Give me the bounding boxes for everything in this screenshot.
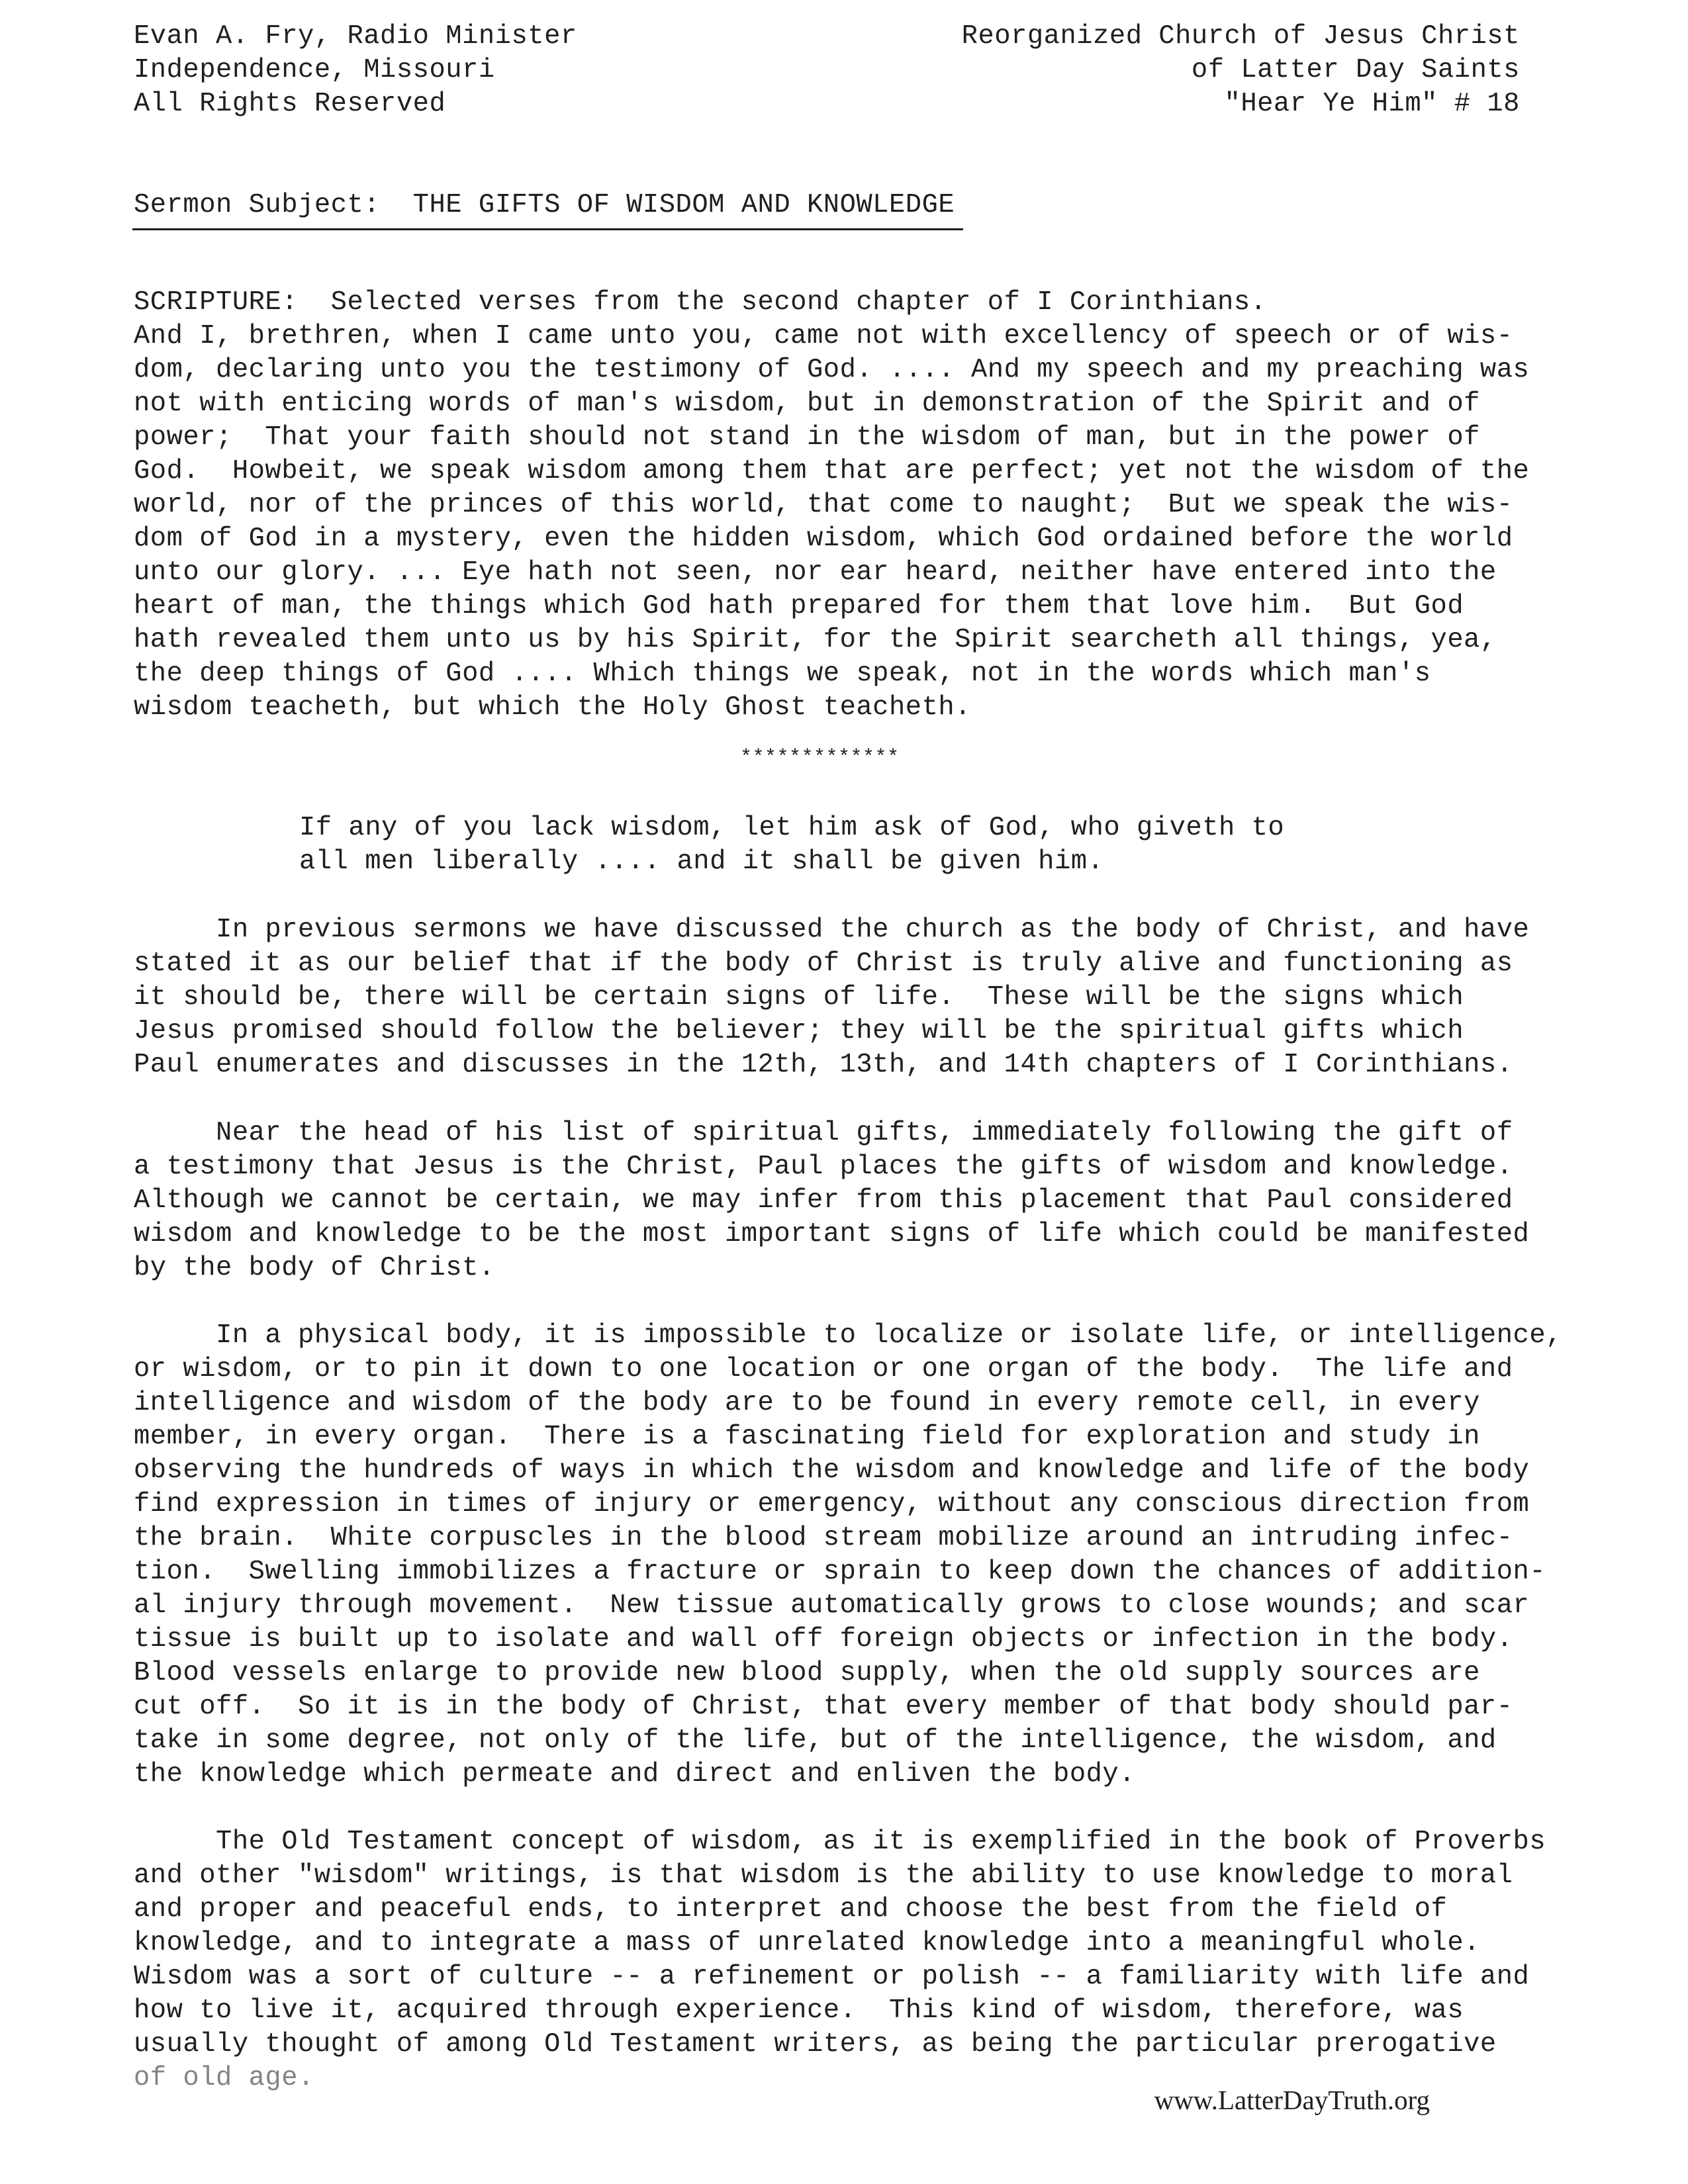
paragraph-line: usually thought of among Old Testament writers, as being the particular prerogative <box>134 2029 1497 2060</box>
paragraph-line: knowledge, and to integrate a mass of unrelated knowledge into a meaningful whole. <box>134 1928 1480 1958</box>
subject-underline <box>132 228 963 230</box>
scripture-line: God. Howbeit, we speak wisdom among them that are perfect; yet not the wisdom of the <box>134 456 1530 486</box>
paragraph-line: by the body of Christ. <box>134 1253 495 1283</box>
sermon-subject <box>134 189 955 222</box>
paragraph-line: Blood vessels enlarge to provide new blood supply, when the old supply sources are <box>134 1658 1480 1688</box>
footer-website: www.LatterDayTruth.org <box>1154 2085 1430 2115</box>
separator-asterisks: ************* <box>740 747 900 769</box>
paragraph-line: wisdom and knowledge to be the most important signs of life which could be manifested <box>134 1219 1530 1250</box>
paragraph-line: al injury through movement. New tissue automatically grows to close wounds; and scar <box>134 1590 1530 1621</box>
scripture-line: SCRIPTURE: Selected verses from the second chapter of I Corinthians. <box>134 287 1267 318</box>
paragraph-line: tion. Swelling immobilizes a fracture or sprain to keep down the chances of addition- <box>134 1557 1546 1587</box>
paragraph-line: stated it as our belief that if the body of Christ is truly alive and functioning as <box>134 948 1513 979</box>
header-left-line-1: Evan A. Fry, Radio Minister <box>134 21 577 52</box>
scripture-line: not with enticing words of man's wisdom, but in demonstration of the Spirit and of <box>134 388 1480 419</box>
scripture-line: the deep things of God .... Which things we speak, not in the words which man's <box>134 659 1431 689</box>
paragraph-line: the knowledge which permeate and direct and enliven the body. <box>134 1759 1136 1790</box>
sermon-subject-label: Sermon Subject: <box>134 190 381 220</box>
paragraph-line: how to live it, acquired through experience. This kind of wisdom, therefore, was <box>134 1995 1464 2026</box>
header-left-line-2: Independence, Missouri <box>134 55 495 85</box>
paragraph-line: take in some degree, not only of the life, but of the intelligence, the wisdom, and <box>134 1725 1497 1756</box>
scripture-line: heart of man, the things which God hath prepared for them that love him. But God <box>134 591 1464 621</box>
scripture-line: wisdom teacheth, but which the Holy Ghost teacheth. <box>134 692 972 723</box>
paragraph-line: In previous sermons we have discussed the church as the body of Christ, and have <box>134 915 1530 945</box>
paragraph-line: observing the hundreds of ways in which the wisdom and knowledge and life of the body <box>134 1455 1530 1486</box>
scripture-line: dom of God in a mystery, even the hidden wisdom, which God ordained before the world <box>134 523 1513 554</box>
paragraph-line: tissue is built up to isolate and wall off foreign objects or infection in the body. <box>134 1624 1513 1655</box>
paragraph-line: the brain. White corpuscles in the blood stream mobilize around an intruding infec- <box>134 1523 1513 1553</box>
paragraph-line: and other "wisdom" writings, is that wisdom is the ability to use knowledge to moral <box>134 1860 1513 1891</box>
scripture-line: dom, declaring unto you the testimony of God. .... And my speech and my preaching was <box>134 355 1530 385</box>
paragraph-line: or wisdom, or to pin it down to one location or one organ of the body. The life and <box>134 1354 1513 1385</box>
paragraph-line: Although we cannot be certain, we may infer from this placement that Paul considered <box>134 1185 1513 1216</box>
header-right-line-1: Reorganized Church of Jesus Christ <box>961 21 1520 52</box>
paragraph-line: member, in every organ. There is a fascinating field for exploration and study in <box>134 1422 1480 1452</box>
header-right-line-2: of Latter Day Saints <box>1191 55 1520 85</box>
paragraph-line: find expression in times of injury or emergency, without any conscious direction from <box>134 1489 1530 1520</box>
paragraph-line: In a physical body, it is impossible to localize or isolate life, or intelligence, <box>134 1320 1562 1351</box>
scripture-line: world, nor of the princes of this world, that come to naught; But we speak the wis- <box>134 490 1513 520</box>
sermon-subject-title: THE GIFTS OF WISDOM AND KNOWLEDGE <box>412 190 955 220</box>
scripture-line: unto our glory. ... Eye hath not seen, nor ear heard, neither have entered into the <box>134 557 1497 588</box>
paragraph-line: Jesus promised should follow the believer; they will be the spiritual gifts which <box>134 1016 1464 1046</box>
paragraph-line: a testimony that Jesus is the Christ, Paul places the gifts of wisdom and knowledge. <box>134 1152 1513 1182</box>
paragraph-line: intelligence and wisdom of the body are to be found in every remote cell, in every <box>134 1388 1480 1418</box>
paragraph-line: and proper and peaceful ends, to interpret and choose the best from the field of <box>134 1894 1448 1925</box>
paragraph-line: Wisdom was a sort of culture -- a refinement or polish -- a familiarity with life and <box>134 1962 1530 1992</box>
quote-line: If any of you lack wisdom, let him ask of God, who giveth to <box>299 813 1285 843</box>
header-right-line-3: "Hear Ye Him" # 18 <box>1224 89 1520 119</box>
paragraph-line: Paul enumerates and discusses in the 12th, 13th, and 14th chapters of I Corinthians. <box>134 1050 1513 1080</box>
scripture-line: hath revealed them unto us by his Spirit, for the Spirit searcheth all things, yea, <box>134 625 1497 655</box>
paragraph-line: of old age. <box>134 2063 314 2093</box>
paragraph-line: it should be, there will be certain signs of life. These will be the signs which <box>134 982 1464 1013</box>
header-left-line-3: All Rights Reserved <box>134 89 446 119</box>
paragraph-line: Near the head of his list of spiritual gifts, immediately following the gift of <box>134 1118 1513 1148</box>
paragraph-line: The Old Testament concept of wisdom, as it is exemplified in the book of Proverbs <box>134 1827 1546 1857</box>
paragraph-line: cut off. So it is in the body of Christ, that every member of that body should par- <box>134 1692 1513 1722</box>
scripture-line: power; That your faith should not stand in the wisdom of man, but in the power of <box>134 422 1480 453</box>
quote-line: all men liberally .... and it shall be given him. <box>299 846 1104 877</box>
scripture-line: And I, brethren, when I came unto you, came not with excellency of speech or of wis- <box>134 321 1513 351</box>
